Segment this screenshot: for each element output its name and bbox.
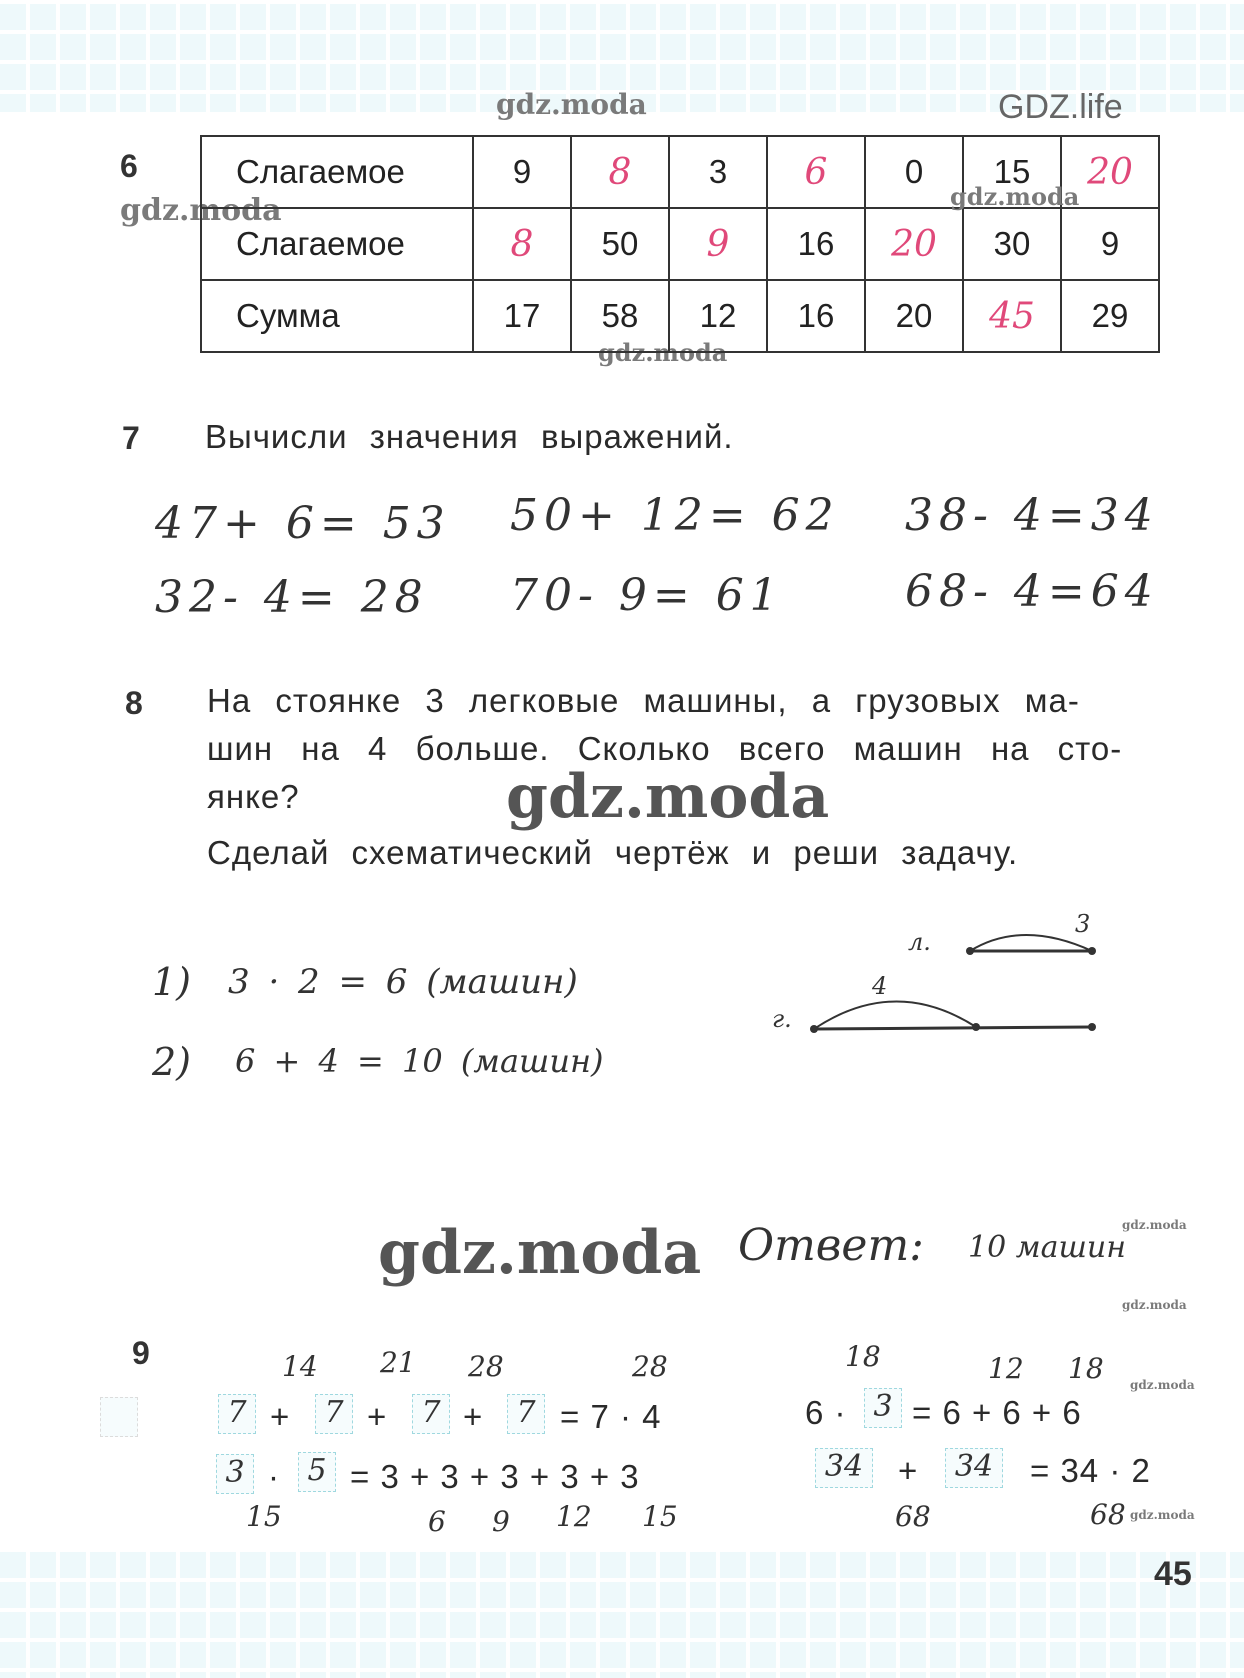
multiply-sign: · (268, 1458, 280, 1495)
watermark: gdz.moda (598, 338, 728, 367)
watermark: gdz.moda (496, 88, 647, 121)
table-cell: 17 (473, 280, 571, 352)
diagram-value: 4 (872, 972, 888, 1000)
answer-box: 7 (412, 1394, 450, 1434)
answer-box: 7 (315, 1394, 353, 1434)
step-label: 2) (152, 1040, 192, 1084)
answer-box: 7 (507, 1394, 545, 1434)
product-result: 68 (895, 1500, 931, 1533)
watermark-gdz-life: GDZ.life (998, 88, 1123, 126)
answer-box: 7 (218, 1394, 256, 1434)
empty-box (100, 1397, 138, 1437)
task-7-instruction: Вычисли значения выражений. (205, 418, 734, 455)
product-result: 18 (845, 1340, 881, 1373)
table-cell-answer: 45 (963, 280, 1061, 352)
table-cell: 3 (669, 136, 767, 208)
equation-rhs: = 3 + 3 + 3 + 3 + 3 (350, 1458, 640, 1495)
answer-box: 3 (864, 1388, 902, 1428)
partial-sum: 28 (632, 1350, 668, 1383)
row-label: Слагаемое (201, 136, 473, 208)
equation-lhs: 6 · (805, 1394, 847, 1431)
expression: 50+ 12= 62 (510, 490, 840, 541)
table-cell: 58 (571, 280, 669, 352)
task-8-instruction: Сделай схематический чертёж и реши задачу. (207, 834, 1019, 871)
partial-sum: 9 (492, 1505, 510, 1538)
table-cell: 20 (865, 280, 963, 352)
plus-sign: + (367, 1398, 388, 1435)
solution-step: 6 + 4 = 10 (машин) (235, 1042, 604, 1080)
table-cell: 16 (767, 208, 865, 280)
sum-table (200, 135, 1160, 353)
partial-sum: 14 (282, 1350, 318, 1383)
partial-sum: 15 (642, 1500, 678, 1533)
task-7-number: 7 (122, 420, 140, 456)
problem-text-line: янке? (207, 778, 300, 815)
diagram-label-cars: л. (908, 928, 931, 956)
problem-text-line: На стоянке 3 легковые машины, а грузовых ма- (207, 682, 1080, 719)
answer-box: 34 (945, 1448, 1003, 1488)
table-cell: 0 (865, 136, 963, 208)
partial-sum: 21 (380, 1346, 416, 1379)
watermark: gdz.moda (1122, 1218, 1187, 1232)
answer-label: Ответ: (738, 1220, 924, 1271)
solution-step: 3 · 2 = 6 (машин) (228, 962, 578, 1002)
answer-value: 10 машин (968, 1230, 1126, 1265)
expression: 68- 4=64 (905, 566, 1159, 617)
partial-sum: 28 (468, 1350, 504, 1383)
table-cell-answer: 8 (473, 208, 571, 280)
page-number: 45 (1154, 1555, 1192, 1593)
table-cell-answer: 20 (1061, 136, 1159, 208)
partial-sum: 18 (1068, 1352, 1104, 1385)
watermark: gdz.moda (1122, 1298, 1187, 1312)
table-cell: 29 (1061, 280, 1159, 352)
answer-box: 3 (216, 1454, 254, 1494)
row-label: Слагаемое (201, 208, 473, 280)
table-cell: 30 (963, 208, 1061, 280)
plus-sign: + (270, 1398, 291, 1435)
product-result: 68 (1090, 1498, 1126, 1531)
diagram-value: 3 (1075, 910, 1091, 938)
table-cell: 15 (963, 136, 1061, 208)
watermark: gdz.moda (1130, 1508, 1195, 1522)
equation-rhs: = 34 · 2 (1030, 1452, 1151, 1489)
partial-sum: 12 (556, 1500, 592, 1533)
expression: 47+ 6= 53 (155, 498, 451, 549)
expression: 38- 4=34 (905, 490, 1159, 541)
table-cell: 16 (767, 280, 865, 352)
bottom-decorative-band (0, 1548, 1244, 1678)
watermark: gdz.moda (1130, 1378, 1195, 1392)
table-cell: 12 (669, 280, 767, 352)
table-cell-answer: 20 (865, 208, 963, 280)
equation-rhs: = 7 · 4 (560, 1398, 662, 1435)
table-cell-answer: 6 (767, 136, 865, 208)
answer-box: 34 (815, 1448, 873, 1488)
expression: 32- 4= 28 (155, 572, 429, 623)
watermark: gdz.moda (120, 193, 282, 228)
product-result: 15 (246, 1500, 282, 1533)
table-cell-answer: 8 (571, 136, 669, 208)
table-cell: 9 (1061, 208, 1159, 280)
expression: 70- 9= 61 (510, 570, 784, 621)
table-row-addend-2 (201, 208, 1159, 280)
watermark-large: gdz.moda (506, 762, 830, 832)
equation-rhs: = 6 + 6 + 6 (912, 1394, 1082, 1431)
answer-box: 5 (298, 1452, 336, 1492)
problem-text-line: шин на 4 больше. Сколько всего машин на сто- (207, 730, 1123, 767)
row-label: Сумма (201, 280, 473, 352)
task-9-number: 9 (132, 1335, 150, 1371)
watermark-large: gdz.moda (378, 1218, 702, 1288)
step-label: 1) (152, 960, 192, 1004)
plus-sign: + (898, 1452, 919, 1489)
partial-sum: 12 (988, 1352, 1024, 1385)
plus-sign: + (463, 1398, 484, 1435)
table-row-sum (201, 280, 1159, 352)
diagram-label-trucks: г. (772, 1005, 792, 1033)
task-6-number: 6 (120, 148, 138, 184)
table-cell-answer: 9 (669, 208, 767, 280)
table-cell: 9 (473, 136, 571, 208)
schematic-drawing (800, 905, 1100, 1045)
partial-sum: 6 (428, 1505, 446, 1538)
watermark: gdz.moda (950, 182, 1080, 211)
task-8-number: 8 (125, 685, 143, 721)
table-cell: 50 (571, 208, 669, 280)
